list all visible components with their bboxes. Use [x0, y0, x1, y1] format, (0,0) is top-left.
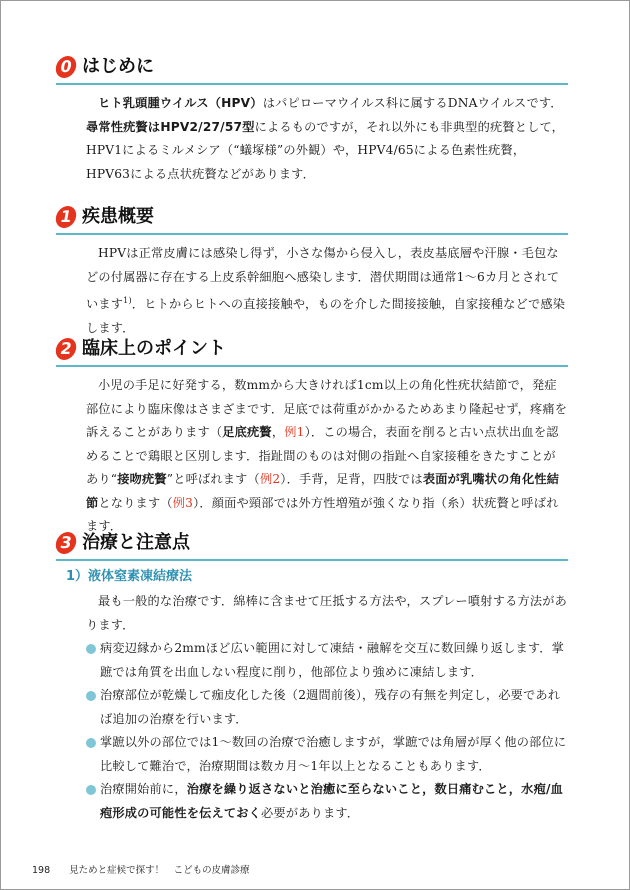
text-run: となります（ [98, 495, 173, 510]
emphasis-text: ヒト乳頭腫ウイルス（HPV） [98, 96, 263, 110]
emphasis-text: 接吻疣贅 [117, 472, 167, 486]
text-run: ”と呼ばれます（ [166, 472, 260, 486]
bullet-text [100, 782, 563, 820]
emphasis-text: 表面が乳嘴状の角化性結節 [86, 472, 560, 510]
section-title: はじめに [82, 56, 154, 77]
text-run: 治療部位が乾燥して痂皮化した後（2週間前後），残存の有無を判定し，必要であれば追加の治療を行います． [100, 688, 561, 726]
bullet-item [86, 637, 568, 684]
text-run: HPVは正常皮膚には感染し得ず，小さな傷から侵入し，表皮基底層や汗腺・毛包などの付属器に存在する上皮系幹細胞へ感染します．潜伏期間は通常1～6カ月とされています [86, 246, 560, 312]
section-title: 臨床上のポイント [82, 338, 226, 359]
text-run: ）．手背，足背，四肢では [280, 472, 423, 486]
bullet-dot-icon [86, 691, 96, 701]
section-divider [56, 83, 568, 85]
section-introduction [56, 54, 568, 186]
text-run: はパピローマウイルス科に属するDNAウイルスです． [262, 96, 563, 110]
section-divider [56, 233, 568, 235]
section-disease-overview [56, 204, 568, 340]
section-number-badge: 1 [54, 206, 78, 228]
page-footer [32, 862, 266, 876]
section-divider [56, 559, 568, 561]
bullet-text [100, 735, 566, 773]
text-run: 必要があります． [261, 805, 360, 820]
text-run: 治療開始前に， [100, 782, 187, 796]
section-heading [56, 336, 568, 368]
section-heading [56, 530, 568, 562]
text-run: によるものですが，それ以外にも非典型的疣贅として，HPV1によるミルメシア（“蟻塚様”の外観）や，HPV4/65による色素性疣贅，HPV63による点状疣贅などがあります． [86, 119, 565, 181]
section-heading [56, 54, 568, 86]
figure-reference: 例3 [172, 495, 194, 510]
subsection-title: 1）液体窒素凍結療法 [66, 569, 193, 584]
text-run: ）．この場合，表面を削ると古い点状出血を認めることで鶏眼と区別します．指趾間のものは対側の指趾へ自家接種をきたすことがあり“ [86, 425, 559, 486]
citation-marker: 1) [123, 296, 132, 305]
section-number-badge: 2 [54, 338, 78, 360]
bullet-text [100, 641, 564, 679]
bullet-dot-icon [86, 785, 96, 795]
text-run: 掌蹠以外の部位では1～数回の治療で治癒しますが，掌蹠では角層が厚く他の部位に比較して難治で，治療期間は数カ月～1年以上となることもあります． [100, 735, 567, 773]
bullet-item [86, 731, 568, 778]
section-body [56, 374, 568, 539]
subsection-intro: 最も一般的な治療です．綿棒に含ませて圧抵する方法や，スプレー噴射する方法があります． [86, 594, 568, 632]
emphasis-text: 足底疣贅 [222, 425, 272, 439]
section-treatment [56, 530, 568, 825]
bullet-dot-icon [86, 738, 96, 748]
bullet-item [86, 684, 568, 731]
section-heading [56, 204, 568, 236]
section-title: 治療と注意点 [82, 532, 190, 553]
text-run: 病変辺縁から2mmほど広い範囲に対して凍結・融解を交互に数回繰り返します．掌蹠では角質を出血しない程度に削り，他部位より強めに凍結します． [100, 641, 565, 679]
section-body [56, 92, 568, 186]
section-title: 疾患概要 [82, 206, 154, 227]
emphasis-text: 治療を繰り返さないと治癒に至らないこと，数日痛むこと，水疱/血疱形成の可能性を伝えておく [100, 782, 563, 820]
section-divider [56, 365, 568, 367]
bullet-dot-icon [86, 644, 96, 654]
section-number-badge: 0 [54, 56, 78, 78]
text-run: ）．顔面や頸部では外方性増殖が強くなり指（糸）状疣贅と呼ばれます． [86, 495, 559, 533]
book-title: 見ためと症候で探す！ こどもの皮膚診療 [69, 865, 250, 876]
text-run: 小児の手足に好発する，数mmから大きければ1cm以上の角化性疣状結節で，発症部位により臨床像はさまざまです．足底では荷重がかかるためあまり隆起せず，疼痛を訴えることがあります（ [86, 378, 568, 439]
bullet-item [86, 778, 568, 825]
section-clinical-points [56, 336, 568, 539]
page-number: 198 [32, 865, 51, 876]
section-number-badge: 3 [54, 532, 78, 554]
section-body [56, 242, 568, 340]
emphasis-text: 尋常性疣贅はHPV2/27/57型 [86, 119, 255, 134]
figure-reference: 例1 [284, 425, 305, 439]
bullet-text [100, 688, 560, 726]
text-run: ， [271, 425, 285, 439]
text-run: ．ヒトからヒトへの直接接触や，ものを介した間接接触，自家接種などで感染します． [86, 297, 566, 335]
treatment-bullet-list [56, 637, 568, 825]
figure-reference: 例2 [259, 472, 281, 486]
